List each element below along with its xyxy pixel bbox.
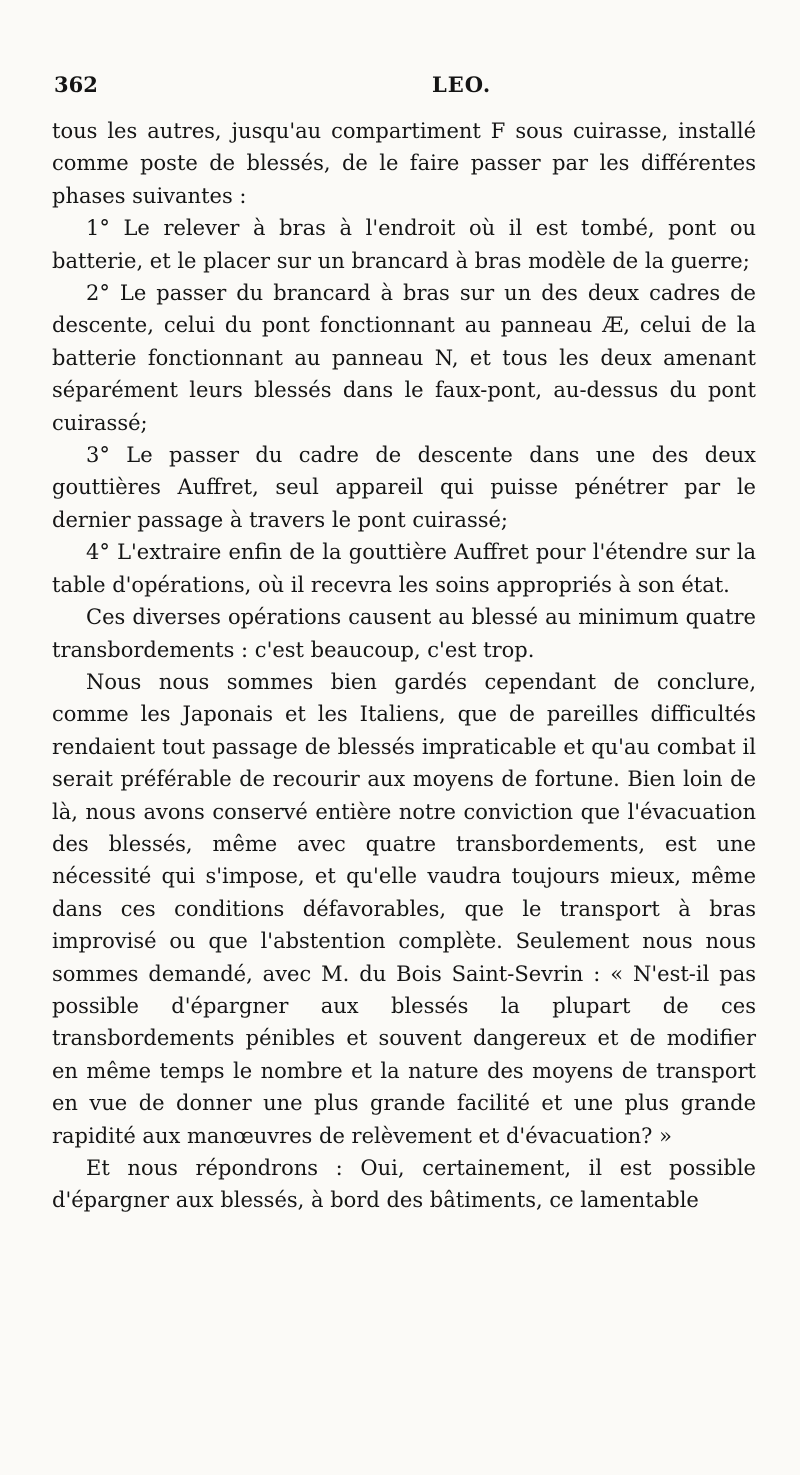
paragraph-continuation: tous les autres, jusqu'au compartiment F sous cuirasse, installé comme poste de blessés, de le faire passer par les différentes phases suivantes : [52, 119, 756, 208]
running-head: LEO. [432, 72, 492, 97]
list-item-2: 2° Le passer du brancard à bras sur un des deux cadres de descente, celui du pont fonctionnant au panneau Æ, celui de la batterie fonctionnant au panneau N, et tous les deux amenant séparément leurs blessés dans le faux-pont, au-dessus du pont cuirassé; [52, 281, 756, 435]
list-item-1: 1° Le relever à bras à l'endroit où il est tombé, pont ou batterie, et le placer sur un brancard à bras modèle de la guerre; [52, 216, 756, 273]
list-item-3: 3° Le passer du cadre de descente dans une des deux gouttières Auffret, seul appareil qui puisse pénétrer par le dernier passage à travers le pont cuirassé; [52, 443, 756, 532]
page-number: 362 [54, 72, 98, 97]
page-header [52, 68, 752, 104]
body-text [52, 115, 756, 1217]
paragraph: Nous nous sommes bien gardés cependant de conclure, comme les Japonais et les Italiens, que de pareilles difficultés rendaient tout passage de blessés impraticable et qu'au combat il serait préférable de recourir aux moyens de fortune. Bien loin de là, nous avons conservé entière notre conviction que l'évacuation des blessés, même avec quatre transbordements, est une nécessité qui s'impose, et qu'elle vaudra toujours mieux, même dans ces conditions défavorables, que le transport à bras improvisé ou que l'abstention complète. Seulement nous nous sommes demandé, avec M. du Bois Saint-Sevrin : « N'est-il pas possible d'épargner aux blessés la plupart de ces transbordements pénibles et souvent dangereux et de modifier en même temps le nombre et la nature des moyens de transport en vue de donner une plus grande facilité et une plus grande rapidité aux manœuvres de relèvement et d'évacuation? » [52, 669, 756, 1148]
list-item-4: 4° L'extraire enfin de la gouttière Auffret pour l'étendre sur la table d'opérations, où il recevra les soins appropriés à son état. [52, 540, 756, 597]
paragraph: Ces diverses opérations causent au blessé au minimum quatre transbordements : c'est beaucoup, c'est trop. [52, 605, 756, 662]
paragraph: Et nous répondrons : Oui, certainement, il est possible d'épargner aux blessés, à bord des bâtiments, ce lamentable [52, 1156, 756, 1213]
